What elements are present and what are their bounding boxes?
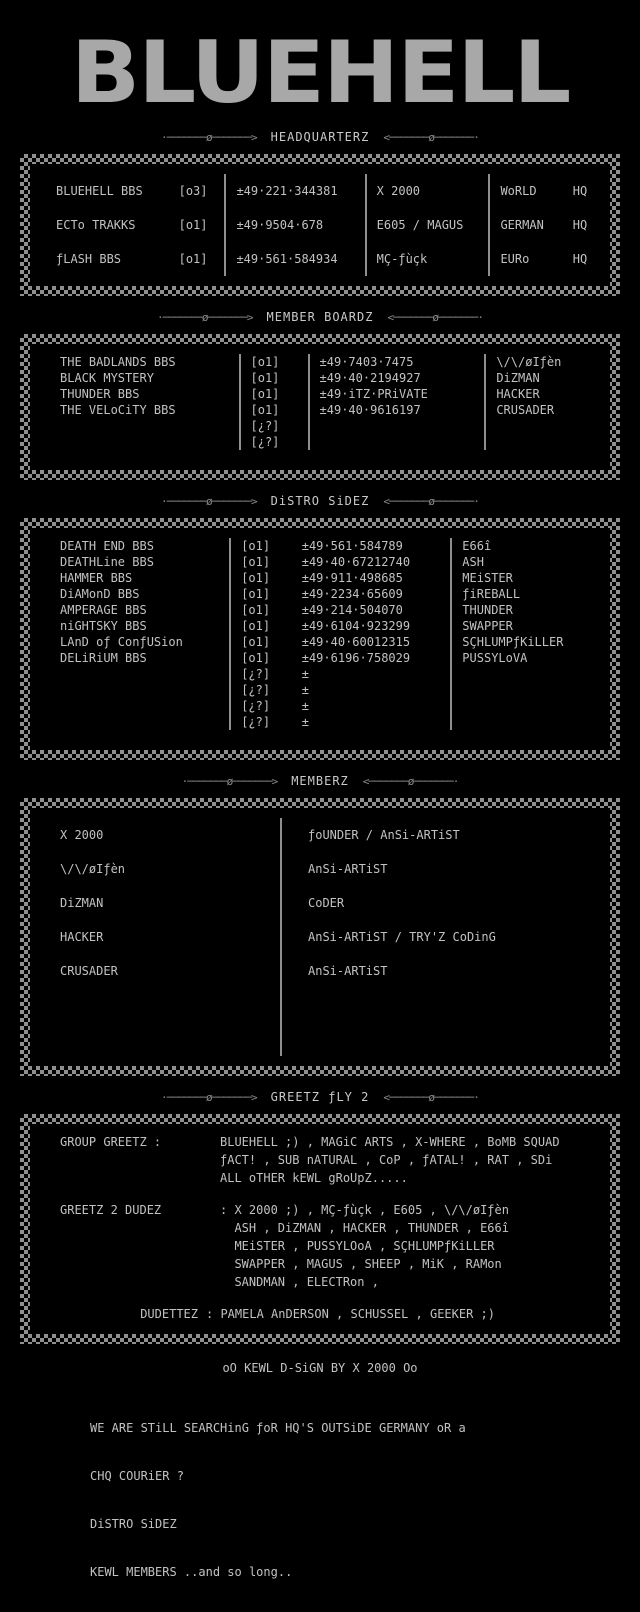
board-sysop: ASH bbox=[451, 554, 602, 570]
board-sysop bbox=[451, 682, 602, 698]
arrow-left-icon: ·───────ø───────> bbox=[161, 1090, 257, 1104]
member-handle: HACKER bbox=[60, 930, 104, 944]
arrow-right-icon: <───────ø───────· bbox=[383, 130, 479, 144]
greetz-dudez-line: MEiSTER , PUSSYLOoA , SÇHLUMPƒKiLLER bbox=[220, 1239, 495, 1253]
board-sysop: HACKER bbox=[485, 386, 602, 402]
board-phone: ± bbox=[301, 667, 309, 681]
board-phone: ±49·2234·65609 bbox=[301, 587, 403, 601]
board-name bbox=[38, 714, 230, 730]
board-sysop bbox=[451, 714, 602, 730]
greetz-group-row bbox=[38, 1134, 602, 1150]
table-row bbox=[38, 242, 602, 276]
board-sysop: MÇ-ƒùçk bbox=[366, 242, 490, 276]
board-sysop: ƒiREBALL bbox=[451, 586, 602, 602]
spacer bbox=[38, 1256, 220, 1272]
table-row bbox=[38, 354, 602, 370]
table-row bbox=[38, 370, 602, 386]
board-name: LAnD oƒ ConƒUSion bbox=[60, 635, 183, 649]
table-row bbox=[38, 618, 602, 634]
board-phone: ±49·iTZ·PRiVATE bbox=[309, 386, 486, 402]
board-name bbox=[38, 418, 240, 434]
greetz-group-line: ALL oTHER kEWL gRoUpZ..... bbox=[220, 1171, 408, 1185]
member-handle: \/\/øIƒèn bbox=[60, 862, 126, 876]
board-phone: ±49·214·504070 bbox=[301, 603, 403, 617]
board-sysop: MEiSTER bbox=[451, 570, 602, 586]
board-nodes: [o1] bbox=[230, 602, 292, 618]
arrow-right-icon: <───────ø───────· bbox=[362, 774, 459, 788]
table-row bbox=[38, 434, 602, 450]
board-nodes: [o1] bbox=[240, 370, 309, 386]
board-nodes: [o1] bbox=[230, 538, 292, 554]
board-name: DELiRiUM BBS bbox=[60, 651, 147, 665]
table-row bbox=[38, 208, 602, 242]
spacer bbox=[38, 1238, 220, 1254]
board-sysop: SÇHLUMPƒKiLLER bbox=[451, 634, 602, 650]
board-sysop bbox=[451, 666, 602, 682]
arrow-right-icon: <───────ø───────· bbox=[387, 310, 484, 324]
board-phone: ±49·9504·678 bbox=[225, 208, 365, 242]
table-row bbox=[38, 698, 602, 714]
board-name: BLUEHELL BBS bbox=[56, 184, 143, 198]
board-name: BLACK MYSTERY bbox=[60, 371, 154, 385]
table-row bbox=[38, 418, 602, 434]
board-name: DEATH END BBS bbox=[60, 539, 154, 553]
board-nodes: [o1] bbox=[240, 402, 309, 418]
board-phone: ±49·40·60012315 bbox=[301, 635, 411, 649]
board-name bbox=[38, 682, 230, 698]
board-phone: ±49·561·584934 bbox=[225, 242, 365, 276]
board-name bbox=[38, 698, 230, 714]
greetz-dudez-row bbox=[38, 1202, 602, 1218]
table-row bbox=[38, 634, 602, 650]
arrow-left-icon: ·───────ø───────> bbox=[181, 774, 278, 788]
member-role: AnSi-ARTiST bbox=[281, 852, 602, 886]
table-row bbox=[38, 920, 602, 954]
table-row bbox=[38, 954, 602, 988]
distro-sidez-box bbox=[20, 518, 620, 760]
spacer bbox=[38, 1152, 220, 1168]
board-nodes: [¿?] bbox=[240, 418, 309, 434]
greetz-group-line: BLUEHELL ;) , MAGiC ARTS , X-WHERE , BoMB SQUAD bbox=[220, 1135, 560, 1149]
table-row bbox=[38, 402, 602, 418]
board-name: THE VELoCiTY BBS bbox=[60, 403, 176, 417]
headquarterz-table bbox=[38, 174, 602, 276]
board-name: THE BADLANDS BBS bbox=[60, 355, 176, 369]
table-row bbox=[38, 538, 602, 554]
board-phone: ±49·6196·758029 bbox=[301, 651, 411, 665]
board-nodes: [¿?] bbox=[240, 434, 309, 450]
board-region: GERMAN bbox=[489, 208, 562, 242]
member-boardz-table bbox=[38, 354, 602, 450]
spacer bbox=[38, 1170, 220, 1186]
table-row bbox=[38, 714, 602, 730]
board-tag: HQ bbox=[572, 218, 588, 232]
board-phone: ±49·7403·7475 bbox=[309, 354, 486, 370]
table-row bbox=[38, 886, 602, 920]
headquarterz-box bbox=[20, 154, 620, 296]
board-region: EURo bbox=[489, 242, 562, 276]
greetz-group-label: GROUP GREETZ : bbox=[60, 1135, 162, 1149]
board-nodes: [o1] bbox=[240, 386, 309, 402]
section-header-headquarterz bbox=[0, 130, 640, 144]
board-nodes: [o1] bbox=[230, 650, 292, 666]
greetz-group-line: ƒACT! , SUB nATURAL , CoP , ƒATAL! , RAT , SDi bbox=[220, 1153, 553, 1167]
member-handle: X 2000 bbox=[60, 828, 104, 842]
spacer bbox=[38, 1292, 602, 1306]
board-phone: ±49·911·498685 bbox=[301, 571, 403, 585]
greetz-dudez-label: GREETZ 2 DUDEZ bbox=[60, 1203, 162, 1217]
board-name bbox=[38, 666, 230, 682]
board-phone: ±49·221·344381 bbox=[225, 174, 365, 208]
board-phone: ±49·40·2194927 bbox=[309, 370, 486, 386]
board-nodes: [o3] bbox=[178, 184, 208, 198]
board-sysop: PUSSYLoVA bbox=[451, 650, 602, 666]
table-row bbox=[38, 988, 602, 1022]
board-sysop: E66î bbox=[451, 538, 602, 554]
section-title: HEADQUARTERZ bbox=[270, 130, 370, 144]
section-title: GREETZ ƒLY 2 bbox=[270, 1090, 370, 1104]
table-row bbox=[38, 1022, 602, 1056]
board-name: ƒLASH BBS bbox=[56, 252, 122, 266]
footer-note-line: CHQ COURiER ? bbox=[90, 1469, 184, 1483]
footer-note-line: KEWL MEMBERS ..and so long.. bbox=[90, 1565, 293, 1579]
board-sysop bbox=[485, 418, 602, 434]
member-role: ƒoUNDER / AnSi-ARTiST bbox=[281, 818, 602, 852]
board-sysop bbox=[451, 698, 602, 714]
member-role bbox=[281, 988, 602, 1022]
board-tag: HQ bbox=[572, 184, 588, 198]
board-sysop bbox=[485, 434, 602, 450]
table-row bbox=[38, 852, 602, 886]
board-nodes: [o1] bbox=[230, 554, 292, 570]
member-handle bbox=[38, 1022, 281, 1056]
board-sysop: DiZMAN bbox=[485, 370, 602, 386]
footer-note-line: WE ARE STiLL SEARCHinG ƒoR HQ'S OUTSiDE GERMANY oR a bbox=[90, 1421, 466, 1435]
member-role: CoDER bbox=[281, 886, 602, 920]
spacer bbox=[38, 1274, 220, 1290]
board-sysop: X 2000 bbox=[366, 174, 490, 208]
board-nodes: [o1] bbox=[230, 634, 292, 650]
board-nodes: [¿?] bbox=[230, 714, 292, 730]
board-name: ECTo TRAKKS bbox=[56, 218, 136, 232]
board-nodes: [o1] bbox=[178, 252, 208, 266]
board-phone: ± bbox=[301, 715, 309, 729]
greetz-dudez-line: SWAPPER , MAGUS , SHEEP , MiK , RAMon bbox=[220, 1257, 502, 1271]
board-phone: ±49·40·67212740 bbox=[301, 555, 411, 569]
footer-note-line: DiSTRO SiDEZ bbox=[90, 1517, 177, 1531]
board-nodes: [o1] bbox=[178, 218, 208, 232]
greetz-dudez-line: : X 2000 ;) , MÇ-ƒùçk , E605 , \/\/øIƒèn bbox=[220, 1203, 509, 1217]
section-title: DiSTRO SiDEZ bbox=[270, 494, 370, 508]
board-phone bbox=[309, 434, 486, 450]
board-sysop: SWAPPER bbox=[451, 618, 602, 634]
memberz-box bbox=[20, 798, 620, 1076]
section-title: MEMBERZ bbox=[291, 774, 349, 788]
table-row bbox=[38, 174, 602, 208]
member-role bbox=[281, 1022, 602, 1056]
board-phone: ±49·6104·923299 bbox=[301, 619, 411, 633]
greetz-dudettez-row bbox=[38, 1306, 602, 1322]
member-role: AnSi-ARTiST bbox=[281, 954, 602, 988]
board-name bbox=[38, 434, 240, 450]
member-handle bbox=[38, 988, 281, 1022]
table-row bbox=[38, 650, 602, 666]
memberz-table bbox=[38, 818, 602, 1056]
arrow-left-icon: ·───────ø───────> bbox=[161, 494, 257, 508]
board-nodes: [¿?] bbox=[230, 698, 292, 714]
board-sysop: CRUSADER bbox=[485, 402, 602, 418]
table-row bbox=[38, 818, 602, 852]
board-nodes: [o1] bbox=[230, 586, 292, 602]
greetz-dudez-line: ASH , DiZMAN , HACKER , THUNDER , E66î bbox=[220, 1221, 509, 1235]
board-name: HAMMER BBS bbox=[60, 571, 133, 585]
board-phone: ±49·561·584789 bbox=[301, 539, 403, 553]
footer-credit: oO KEWL D-SiGN BY X 2000 Oo bbox=[222, 1361, 418, 1375]
table-row bbox=[38, 554, 602, 570]
section-header-member-boardz bbox=[0, 310, 640, 324]
section-title: MEMBER BOARDZ bbox=[266, 310, 374, 324]
board-sysop: E605 / MAGUS bbox=[366, 208, 490, 242]
board-nodes: [¿?] bbox=[230, 682, 292, 698]
board-name: THUNDER BBS bbox=[60, 387, 140, 401]
section-header-distro-sidez bbox=[0, 494, 640, 508]
arrow-right-icon: <───────ø───────· bbox=[383, 494, 479, 508]
group-logo: BLUEHELL bbox=[70, 23, 570, 123]
board-name: DiAMonD BBS bbox=[60, 587, 140, 601]
board-phone: ±49·40·9616197 bbox=[309, 402, 486, 418]
board-region: WoRLD bbox=[489, 174, 562, 208]
board-phone bbox=[309, 418, 486, 434]
greetz-dudettez-line: : PAMELA AnDERSON , SCHUSSEL , GEEKER ;) bbox=[206, 1307, 495, 1321]
board-nodes: [¿?] bbox=[230, 666, 292, 682]
spacer bbox=[38, 1188, 602, 1202]
table-row bbox=[38, 666, 602, 682]
distro-sidez-table bbox=[38, 538, 602, 730]
table-row bbox=[38, 386, 602, 402]
member-role: AnSi-ARTiST / TRY'Z CoDinG bbox=[281, 920, 602, 954]
table-row bbox=[38, 586, 602, 602]
board-name: niGHTSKY BBS bbox=[60, 619, 147, 633]
board-nodes: [o1] bbox=[230, 618, 292, 634]
greetz-dudez-line: SANDMAN , ELECTRon , bbox=[220, 1275, 379, 1289]
board-sysop: THUNDER bbox=[451, 602, 602, 618]
board-name: DEATHLine BBS bbox=[60, 555, 154, 569]
board-name: AMPERAGE BBS bbox=[60, 603, 147, 617]
board-phone: ± bbox=[301, 699, 309, 713]
greetz-dudettez-label: DUDETTEZ bbox=[140, 1307, 198, 1321]
footer-note bbox=[0, 1388, 640, 1612]
member-boardz-box bbox=[20, 334, 620, 480]
table-row bbox=[38, 570, 602, 586]
board-phone: ± bbox=[301, 683, 309, 697]
member-handle: DiZMAN bbox=[60, 896, 104, 910]
greetz-box bbox=[20, 1114, 620, 1344]
arrow-right-icon: <───────ø───────· bbox=[383, 1090, 479, 1104]
greetz-content bbox=[38, 1134, 602, 1322]
board-sysop: \/\/øIƒèn bbox=[485, 354, 602, 370]
arrow-left-icon: ·───────ø───────> bbox=[156, 310, 253, 324]
member-handle: CRUSADER bbox=[60, 964, 118, 978]
arrow-left-icon: ·───────ø───────> bbox=[161, 130, 257, 144]
board-nodes: [o1] bbox=[240, 354, 309, 370]
board-tag: HQ bbox=[572, 252, 588, 266]
board-nodes: [o1] bbox=[230, 570, 292, 586]
table-row bbox=[38, 602, 602, 618]
table-row bbox=[38, 682, 602, 698]
section-header-greetz bbox=[0, 1090, 640, 1104]
spacer bbox=[38, 1220, 220, 1236]
section-header-memberz bbox=[0, 774, 640, 788]
